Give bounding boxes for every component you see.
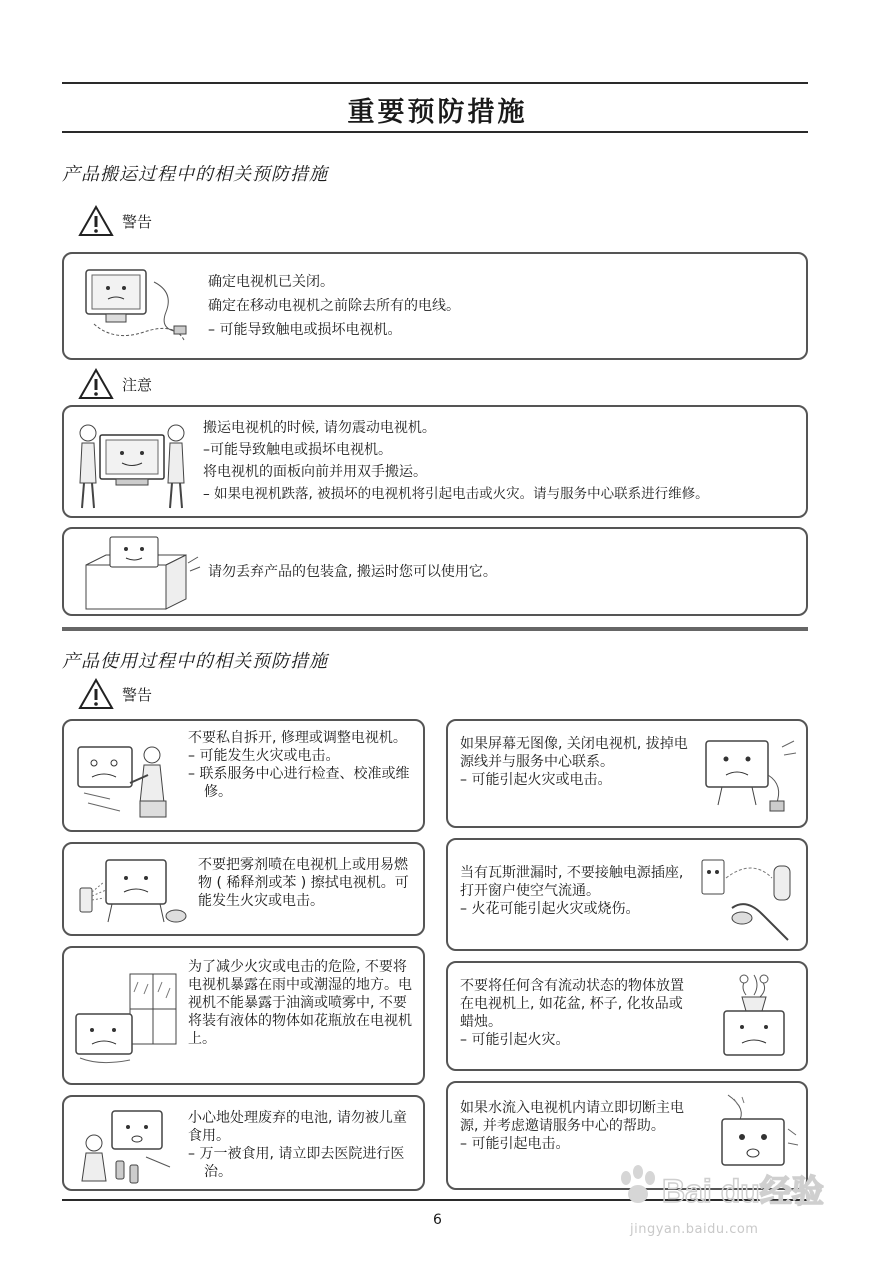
card-line: 不要把雾剂喷在电视机上或用易燃物 ( 稀释剂或苯 ) 擦拭电视机。可能发生火灾或电击。 bbox=[198, 857, 409, 909]
usage-card-text bbox=[188, 729, 416, 801]
top-rule bbox=[62, 82, 808, 84]
page-title: 重要预防措施 bbox=[347, 97, 528, 128]
baidu-watermark bbox=[612, 1160, 832, 1220]
usage-card-text bbox=[188, 958, 416, 1048]
usage-card-text bbox=[460, 1099, 696, 1153]
transport-caution-card bbox=[62, 405, 808, 518]
usage-card-text bbox=[198, 856, 418, 910]
transport-caution-sign bbox=[78, 368, 152, 400]
svg-text:Bai du经验: Bai du经验 bbox=[662, 1173, 824, 1209]
tv-battery-child-illustration bbox=[72, 1103, 182, 1187]
usage-warning-sign bbox=[78, 678, 152, 710]
tv-unplugged-illustration bbox=[74, 262, 194, 352]
card-line: 为了减少火灾或电击的危险, 不要将电视机暴露在雨中或潮湿的地方。电视机不能暴露于油滴或喷雾中, 不要将装有液体的物体如花瓶放在电视机上。 bbox=[188, 959, 412, 1047]
gas-leak-socket-illustration bbox=[692, 848, 804, 946]
card-line: – 联系服务中心进行检查、校准或维修。 bbox=[188, 766, 410, 800]
card-line: 将电视机的面板向前并用双手搬运。 bbox=[203, 464, 427, 480]
tv-with-tools-illustration bbox=[70, 733, 180, 821]
card-line: – 可能引起火灾或电击。 bbox=[460, 772, 612, 788]
card-line: – 可能发生火灾或电击。 bbox=[188, 748, 340, 764]
usage-card-liquids bbox=[446, 961, 808, 1071]
tv-spray-illustration bbox=[72, 852, 192, 932]
transport-warning-card bbox=[62, 252, 808, 360]
card-line: 当有瓦斯泄漏时, 不要接触电源插座, 打开窗户使空气流通。 bbox=[460, 865, 684, 899]
watermark-url: jingyan.baidu.com bbox=[630, 1222, 759, 1237]
tv-rain-window-illustration bbox=[70, 968, 182, 1072]
title-underline bbox=[62, 131, 808, 133]
card-line: – 如果电视机跌落, 被损坏的电视机将引起电击或火灾。请与服务中心联系进行维修。 bbox=[203, 486, 709, 502]
warning-triangle-icon bbox=[78, 678, 114, 710]
caution-label: 注意 bbox=[122, 375, 153, 394]
card-line: – 万一被食用, 请立即去医院进行医治。 bbox=[188, 1146, 405, 1180]
transport-warning-sign bbox=[78, 205, 152, 237]
usage-card-disassemble bbox=[62, 719, 425, 832]
usage-heading: 产品使用过程中的相关预防措施 bbox=[62, 651, 328, 672]
paw-logo-icon bbox=[612, 1160, 832, 1220]
tv-in-box-illustration bbox=[74, 533, 204, 613]
card-line: – 火花可能引起火灾或烧伤。 bbox=[460, 901, 640, 917]
transport-caution-text bbox=[203, 417, 808, 505]
card-line: – 可能引起火灾。 bbox=[460, 1032, 570, 1048]
page-number: 6 bbox=[433, 1212, 442, 1228]
usage-card-spray bbox=[62, 842, 425, 936]
transport-box-text bbox=[208, 563, 788, 581]
card-line: 如果屏幕无图像, 关闭电视机, 拔掉电源线并与服务中心联系。 bbox=[460, 736, 688, 770]
usage-card-text bbox=[460, 864, 692, 918]
two-people-carrying-tv-illustration bbox=[72, 413, 192, 513]
usage-card-text bbox=[460, 735, 692, 789]
usage-card-battery bbox=[62, 1095, 425, 1191]
tv-flowerpot-illustration bbox=[706, 971, 802, 1067]
tv-unplug-illustration bbox=[698, 735, 802, 819]
usage-card-gas-leak bbox=[446, 838, 808, 951]
transport-warning-text bbox=[208, 270, 788, 342]
usage-card-no-picture bbox=[446, 719, 808, 828]
usage-card-rain bbox=[62, 946, 425, 1085]
card-line: 确定电视机已关闭。 bbox=[208, 274, 334, 290]
card-line: 不要将任何含有流动状态的物体放置在电视机上, 如花盆, 杯子, 化妆品或蜡烛。 bbox=[460, 978, 684, 1030]
usage-card-text bbox=[460, 977, 692, 1049]
card-line: –可能导致触电或损坏电视机。 bbox=[203, 442, 392, 458]
card-line: – 可能引起电击。 bbox=[460, 1136, 570, 1152]
card-line: 小心地处理废弃的电池, 请勿被儿童食用。 bbox=[188, 1110, 407, 1144]
card-line: 如果水流入电视机内请立即切断主电源, 并考虑邀请服务中心的帮助。 bbox=[460, 1100, 684, 1134]
section-divider bbox=[62, 627, 808, 631]
warning-label: 警告 bbox=[122, 685, 153, 704]
warning-label: 警告 bbox=[122, 212, 153, 231]
card-line: – 可能导致触电或损坏电视机。 bbox=[208, 322, 402, 338]
card-line: 不要私自拆开, 修理或调整电视机。 bbox=[188, 730, 407, 746]
card-line: 确定在移动电视机之前除去所有的电线。 bbox=[208, 298, 460, 314]
usage-card-text bbox=[188, 1109, 416, 1181]
card-line: 请勿丢弃产品的包装盒, 搬运时您可以使用它。 bbox=[208, 564, 497, 580]
warning-triangle-icon bbox=[78, 205, 114, 237]
transport-box-card bbox=[62, 527, 808, 616]
card-line: 搬运电视机的时候, 请勿震动电视机。 bbox=[203, 420, 436, 436]
transport-heading: 产品搬运过程中的相关预防措施 bbox=[62, 164, 328, 185]
warning-triangle-icon bbox=[78, 368, 114, 400]
